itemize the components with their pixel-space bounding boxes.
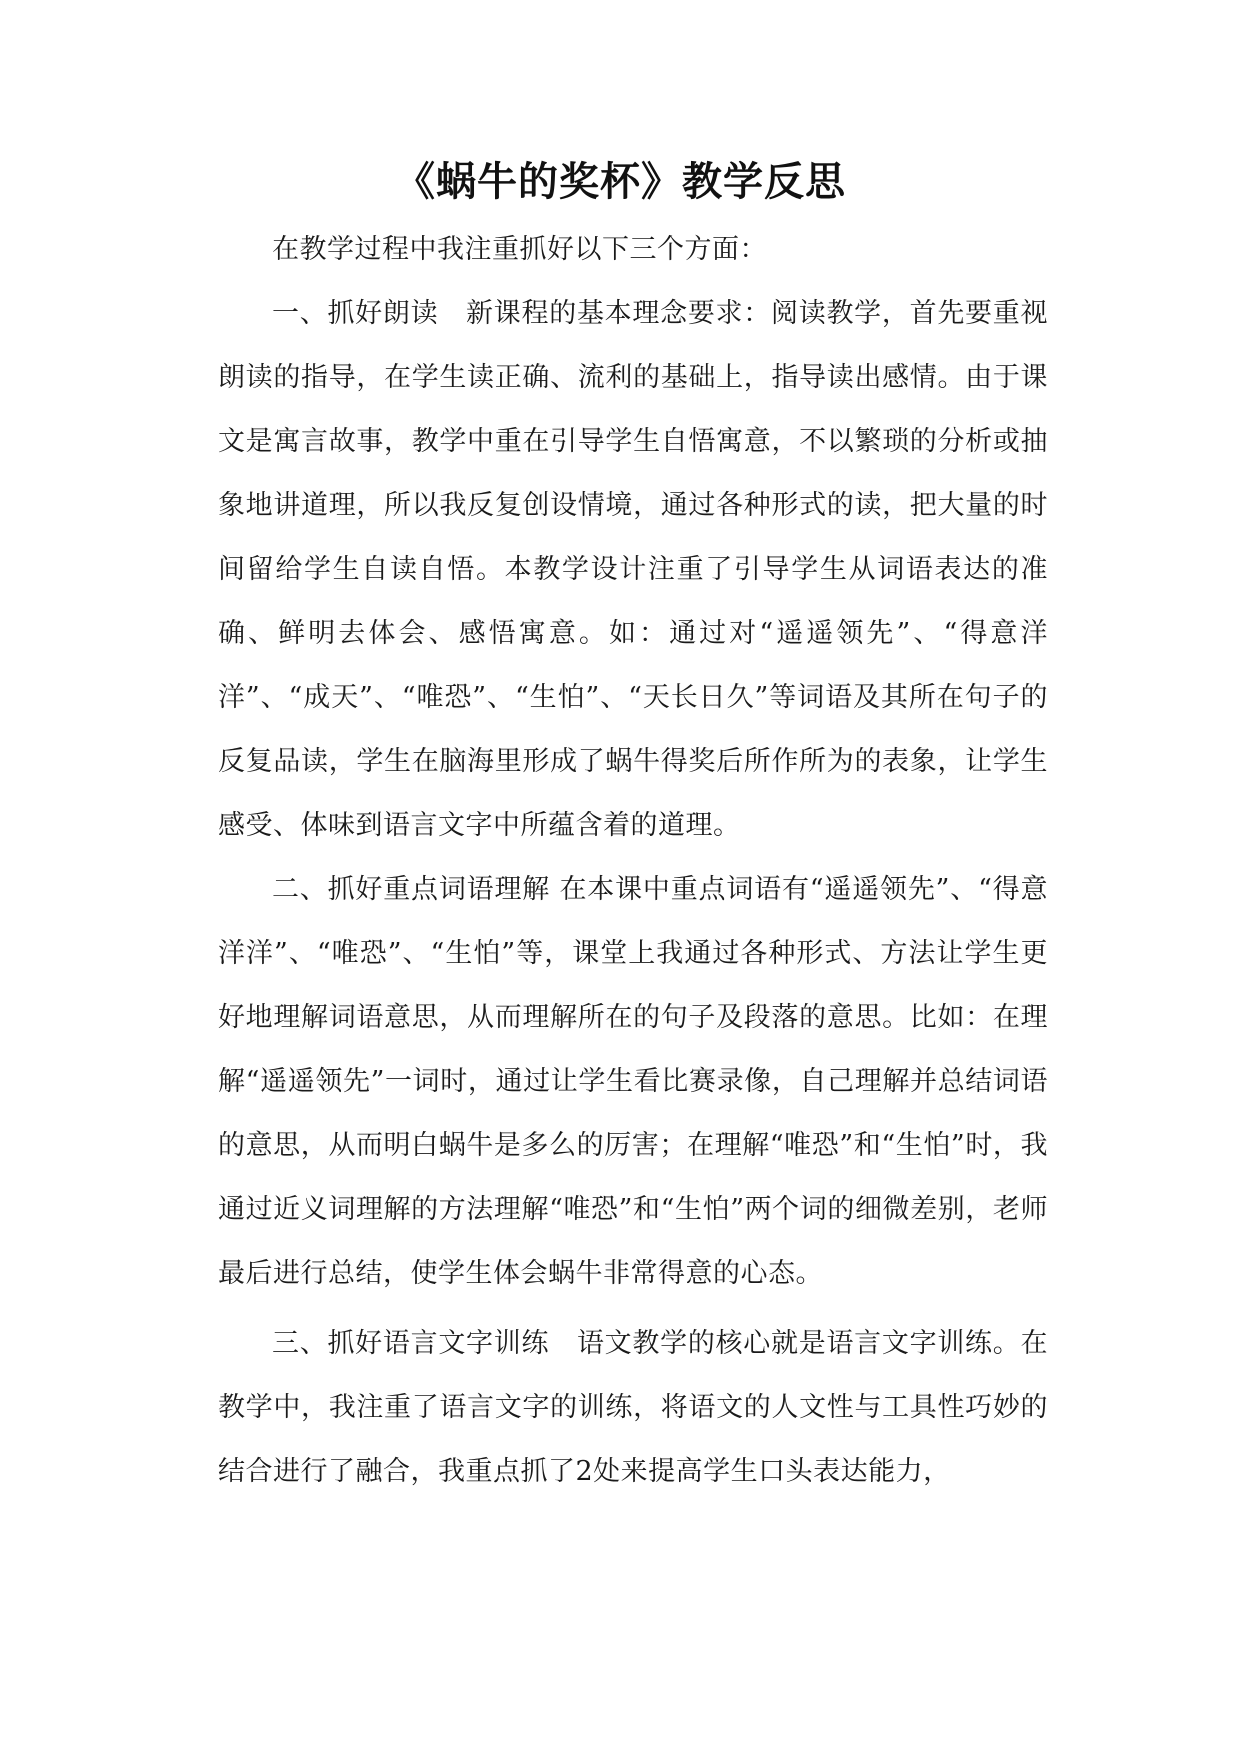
section-two-paragraph: 二、抓好重点词语理解 在本课中重点词语有“遥遥领先”、“得意洋洋”、“唯恐”、“生怕”等，课堂上我通过各种形式、方法让学生更好地理解词语意思，从而理解所在的句子及段落的意思。比如：在理解“遥遥领先”一词时，通过让学生看比赛录像，自己理解并总结词语的意思，从而明白蜗牛是多么的厉害；在理解“唯恐”和“生怕”时，我通过近义词理解的方法理解“唯恐”和“生怕”两个词的细微差别，老师最后进行总结，使学生体会蜗牛非常得意的心态。: [218, 874, 1048, 1289]
section-three-paragraph: 三、抓好语言文字训练 语文教学的核心就是语言文字训练。在教学中，我注重了语言文字的训练，将语文的人文性与工具性巧妙的结合进行了融合，我重点抓了2处来提高学生口头表达能力，: [218, 1328, 1048, 1487]
document-title: 《蜗牛的奖杯》教学反思: [395, 159, 846, 205]
intro-paragraph: 在教学过程中我注重抓好以下三个方面：: [272, 234, 767, 265]
document-body: [218, 218, 1048, 1504]
section-one-paragraph: 一、抓好朗读 新课程的基本理念要求：阅读教学，首先要重视朗读的指导，在学生读正确、流利的基础上，指导读出感情。由于课文是寓言故事，教学中重在引导学生自悟寓意，不以繁琐的分析或抽象地讲道理，所以我反复创设情境，通过各种形式的读，把大量的时间留给学生自读自悟。本教学设计注重了引导学生从词语表达的准确、鲜明去体会、感悟寓意。如：通过对“遥遥领先”、“得意洋洋”、“成天”、“唯恐”、“生怕”、“天长日久”等词语及其所在句子的反复品读，学生在脑海里形成了蜗牛得奖后所作所为的表象，让学生感受、体味到语言文字中所蕴含着的道理。: [218, 298, 1048, 841]
